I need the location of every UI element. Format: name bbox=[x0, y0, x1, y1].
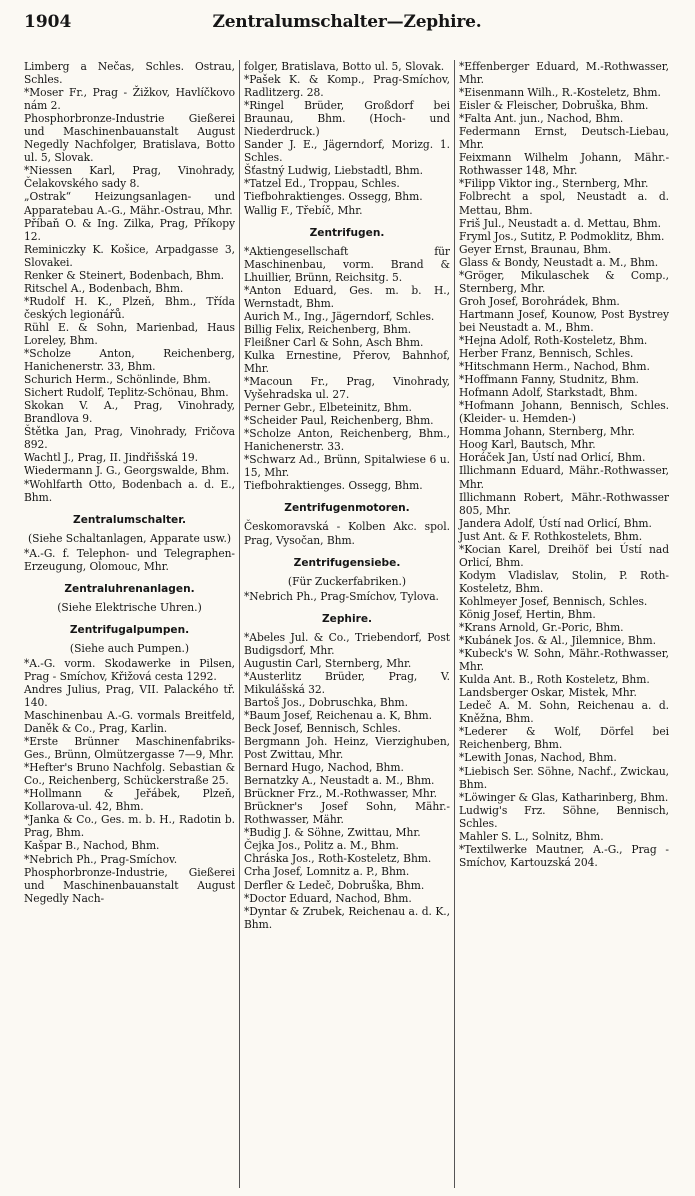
directory-entry: Bernard Hugo, Nachod, Bhm. bbox=[244, 761, 404, 775]
directory-entry: *Löwinger & Glas, Katharinberg, Bhm. bbox=[459, 790, 669, 804]
directory-entry: *Liebisch Ser. Söhne, Nachf., Zwickau, Bhm. bbox=[459, 764, 669, 791]
directory-entry: Folbrecht a spol, Neustadt a. d. Mettau, Bhm. bbox=[459, 190, 669, 217]
directory-entry: Maschinenbau A.-G. vormals Breitfeld, Daněk & Co., Prag, Karlin. bbox=[24, 709, 235, 736]
section-note: (Für Zuckerfabriken.) bbox=[287, 574, 407, 588]
directory-entry: *Moser Fr., Prag - Žižkov, Havlíčkovo nám 2. bbox=[24, 86, 235, 113]
directory-entry: Homma Johann, Sternberg, Mhr. bbox=[459, 425, 635, 439]
directory-entry: Herber Franz, Bennisch, Schles. bbox=[459, 347, 634, 361]
directory-entry: *Anton Eduard, Ges. m. b. H., Wernstadt, Bhm. bbox=[244, 283, 450, 310]
column-middle bbox=[239, 60, 454, 1188]
directory-entry: *Doctor Eduard, Nachod, Bhm. bbox=[244, 891, 412, 905]
directory-entry: Fryml Jos., Sutitz, P. Podmoklitz, Bhm. bbox=[459, 229, 665, 243]
page-number: 1904 bbox=[24, 12, 72, 32]
directory-entry: Ludwig's Frz. Söhne, Bennisch, Schles. bbox=[459, 803, 669, 830]
directory-entry: *Hofmann Johann, Bennisch, Schles. (Kleider- u. Hemden-) bbox=[459, 399, 669, 426]
directory-entry: *Scheider Paul, Reichenberg, Bhm. bbox=[244, 414, 434, 428]
section-note: (Siehe Schaltanlagen, Apparate usw.) bbox=[27, 531, 232, 545]
directory-entry: *Scholze Anton, Reichenberg, Bhm., Hanichenerstr. 33. bbox=[244, 427, 450, 454]
directory-entry: Renker & Steinert, Bodenbach, Bhm. bbox=[24, 268, 225, 282]
directory-entry: Derfler & Ledeč, Dobruška, Bhm. bbox=[244, 878, 425, 892]
directory-entry: *Kubánek Jos. & Al., Jilemnice, Bhm. bbox=[459, 634, 656, 648]
directory-entry: *Kocian Karel, Dreihöf bei Ústí nad Orlicí, Bhm. bbox=[459, 542, 669, 569]
directory-entry: *Eisenmann Wilh., R.-Kosteletz, Bhm. bbox=[459, 86, 661, 100]
directory-entry: Phosphorbronze-Industrie Gießerei und Maschinenbauanstalt August Negedly Nachfolger, Bratislava, Botto ul. 5, Slovak. bbox=[24, 112, 235, 165]
directory-entry: Skokan V. A., Prag, Vinohrady, Brandlova 9. bbox=[24, 399, 235, 426]
directory-entry: Horáček Jan, Ústí nad Orlicí, Bhm. bbox=[459, 451, 646, 465]
page-title: Zentralumschalter—Zephire. bbox=[212, 12, 482, 32]
directory-entry: Groh Josef, Borohrádek, Bhm. bbox=[459, 294, 620, 308]
directory-entry: Crha Josef, Lomnitz a. P., Bhm. bbox=[244, 865, 410, 879]
directory-entry: *Lederer & Wolf, Dörfel bei Reichenberg, Bhm. bbox=[459, 725, 669, 752]
directory-entry: Brückner Frz., M.-Rothwasser, Mhr. bbox=[244, 787, 437, 801]
directory-entry: *Erste Brünner Maschinenfabriks-Ges., Brünn, Olmützergasse 7—9, Mhr. bbox=[24, 735, 235, 762]
directory-entry: Brückner's Josef Sohn, Mähr.-Rothwasser, Mähr. bbox=[244, 800, 450, 827]
directory-entry: *Kubeck's W. Sohn, Mähr.-Rothwasser, Mhr. bbox=[459, 647, 669, 674]
directory-entry: Fleißner Carl & Sohn, Asch Bhm. bbox=[244, 335, 424, 349]
directory-entry: Schurich Herm., Schönlinde, Bhm. bbox=[24, 373, 211, 387]
directory-entry: Kulka Ernestine, Přerov, Bahnhof, Mhr. bbox=[244, 348, 450, 375]
directory-entry: *Nebrich Ph., Prag-Smíchov. bbox=[24, 852, 178, 866]
directory-entry: Sichert Rudolf, Teplitz-Schönau, Bhm. bbox=[24, 386, 229, 400]
directory-entry: Augustin Carl, Sternberg, Mhr. bbox=[244, 656, 412, 670]
directory-entry: Landsberger Oskar, Mistek, Mhr. bbox=[459, 686, 637, 700]
directory-entry: *Macoun Fr., Prag, Vinohrady, Vyšehradska ul. 27. bbox=[244, 375, 450, 402]
directory-entry: Aurich M., Ing., Jägerndorf, Schles. bbox=[244, 309, 435, 323]
directory-entry: Hoog Karl, Bautsch, Mhr. bbox=[459, 438, 596, 452]
directory-entry: Ledeč A. M. Sohn, Reichenau a. d. Kněžna, Bhm. bbox=[459, 699, 669, 726]
section-note: (Siehe auch Pumpen.) bbox=[69, 641, 190, 655]
directory-entry: *Scholze Anton, Reichenberg, Hanichenerstr. 33, Bhm. bbox=[24, 347, 235, 374]
directory-entry: *Austerlitz Brüder, Prag, V. Mikulášská 32. bbox=[244, 669, 450, 696]
directory-entry: Reminiczky K. Košice, Arpadgasse 3, Slovakei. bbox=[24, 242, 235, 269]
directory-entry: Bergmann Joh. Heinz, Vierzighuben, Post Zwittau, Mhr. bbox=[244, 735, 450, 762]
directory-entry: Federmann Ernst, Deutsch-Liebau, Mhr. bbox=[459, 125, 669, 152]
directory-entry: *Schwarz Ad., Brünn, Spitalwiese 6 u. 15, Mhr. bbox=[244, 453, 450, 480]
directory-entry: Mahler S. L., Solnitz, Bhm. bbox=[459, 829, 604, 843]
directory-entry: Českomoravská - Kolben Akc. spol. Prag, Vysočan, Bhm. bbox=[244, 520, 450, 547]
directory-entry: Beck Josef, Bennisch, Schles. bbox=[244, 721, 401, 735]
directory-entry: Feixmann Wilhelm Johann, Mähr.-Rothwasser 148, Mhr. bbox=[459, 151, 669, 178]
directory-entry: *Filipp Viktor ing., Sternberg, Mhr. bbox=[459, 177, 649, 191]
directory-entry: *Tatzel Ed., Troppau, Schles. bbox=[244, 177, 400, 191]
directory-entry: Čejka Jos., Politz a. M., Bhm. bbox=[244, 839, 399, 853]
directory-entry: Chráska Jos., Roth-Kosteletz, Bhm. bbox=[244, 852, 432, 866]
column-left bbox=[24, 60, 239, 1188]
directory-entry: *Niessen Karl, Prag, Vinohrady, Čelakovského sady 8. bbox=[24, 164, 235, 191]
directory-entry: König Josef, Hertin, Bhm. bbox=[459, 607, 596, 621]
directory-entry: *Baum Josef, Reichenau a. K, Bhm. bbox=[244, 708, 432, 722]
directory-entry: *Textilwerke Mautner, A.-G., Prag - Smíchov, Kartouzská 204. bbox=[459, 842, 669, 869]
directory-entry: *Pašek K. & Komp., Prag-Smíchov, Radlitzerg. 28. bbox=[244, 73, 450, 100]
directory-entry: Glass & Bondy, Neustadt a. M., Bhm. bbox=[459, 255, 659, 269]
directory-entry: *Budig J. & Söhne, Zwittau, Mhr. bbox=[244, 826, 421, 840]
directory-entry: Jandera Adolf, Ústí nad Orlicí, Bhm. bbox=[459, 516, 652, 530]
directory-entry: Hartmann Josef, Kounow, Post Bystrey bei Neustadt a. M., Bhm. bbox=[459, 307, 669, 334]
directory-entry: Friš Jul., Neustadt a. d. Mettau, Bhm. bbox=[459, 216, 661, 230]
section-heading: Zentralumschalter. bbox=[73, 513, 186, 526]
directory-entry: *Janka & Co., Ges. m. b. H., Radotin b. Prag, Bhm. bbox=[24, 813, 235, 840]
directory-entry: Rühl E. & Sohn, Marienbad, Haus Loreley, Bhm. bbox=[24, 320, 235, 347]
directory-entry: Ritschel A., Bodenbach, Bhm. bbox=[24, 281, 184, 295]
directory-entry: Eisler & Fleischer, Dobruška, Bhm. bbox=[459, 99, 649, 113]
directory-entry: *Nebrich Ph., Prag-Smíchov, Tylova. bbox=[244, 589, 439, 603]
directory-entry: *Rudolf H. K., Plzeň, Bhm., Třída českých legionářů. bbox=[24, 294, 235, 321]
directory-entry: Wiedermann J. G., Georgswalde, Bhm. bbox=[24, 464, 230, 478]
page-header bbox=[24, 12, 670, 42]
directory-entry: Příbaň O. & Ing. Zilka, Prag, Příkopy 12. bbox=[24, 216, 235, 243]
directory-entry: Kodym Vladislav, Stolin, P. Roth-Kosteletz, Bhm. bbox=[459, 568, 669, 595]
directory-entry: *Wohlfarth Otto, Bodenbach a. d. E., Bhm. bbox=[24, 477, 235, 504]
directory-entry: *Hoffmann Fanny, Studnitz, Bhm. bbox=[459, 373, 639, 387]
directory-entry: *Gröger, Mikulaschek & Comp., Sternberg, Mhr. bbox=[459, 268, 669, 295]
directory-entry: „Ostrak“ Heizungsanlagen- und Apparatebau A.-G., Mähr.-Ostrau, Mhr. bbox=[24, 190, 235, 217]
directory-entry: Bernatzky A., Neustadt a. M., Bhm. bbox=[244, 774, 435, 788]
directory-entry: Illichmann Robert, Mähr.-Rothwasser 805, Mhr. bbox=[459, 490, 669, 517]
directory-entry: *Abeles Jul. & Co., Triebendorf, Post Budigsdorf, Mhr. bbox=[244, 630, 450, 657]
directory-entry: Bartoš Jos., Dobruschka, Bhm. bbox=[244, 695, 408, 709]
entry-columns bbox=[24, 60, 670, 1188]
directory-entry: Billig Felix, Reichenberg, Bhm. bbox=[244, 322, 412, 336]
directory-entry: *Falta Ant. jun., Nachod, Bhm. bbox=[459, 112, 624, 126]
directory-entry: folger, Bratislava, Botto ul. 5, Slovak. bbox=[244, 60, 445, 73]
directory-entry: Geyer Ernst, Braunau, Bhm. bbox=[459, 242, 612, 256]
directory-entry: *Aktiengesellschaft für Maschinenbau, vorm. Brand & Lhuillier, Brünn, Reichsitg. 5. bbox=[244, 244, 450, 284]
directory-entry: Wachtl J., Prag, II. Jindřišská 19. bbox=[24, 451, 199, 465]
directory-entry: Illichmann Eduard, Mähr.-Rothwasser, Mhr. bbox=[459, 464, 669, 491]
directory-entry: *Ringel Brüder, Großdorf bei Braunau, Bhm. (Hoch- und Niederdruck.) bbox=[244, 99, 450, 139]
directory-entry: Andres Julius, Prag, VII. Palackého tř. 140. bbox=[24, 682, 235, 709]
directory-entry: Wallig F., Třebíč, Mhr. bbox=[244, 203, 363, 217]
directory-entry: Limberg a Nečas, Schles. Ostrau, Schles. bbox=[24, 60, 235, 87]
section-heading: Zentrifugenmotoren. bbox=[284, 502, 410, 515]
directory-entry: Sander J. E., Jägerndorf, Morizg. 1. Schles. bbox=[244, 138, 450, 165]
section-heading: Zentraluhrenanlagen. bbox=[64, 582, 195, 595]
directory-entry: *Hefter's Bruno Nachfolg. Sebastian & Co., Reichenberg, Schückerstraße 25. bbox=[24, 761, 235, 788]
section-heading: Zentrifugalpumpen. bbox=[69, 623, 190, 636]
directory-entry: *Hitschmann Herm., Nachod, Bhm. bbox=[459, 360, 650, 374]
section-note: (Siehe Elektrische Uhren.) bbox=[57, 600, 202, 614]
directory-entry: *Hollmann & Jeřábek, Plzeň, Kollarova-ul. 42, Bhm. bbox=[24, 787, 235, 814]
section-heading: Zephire. bbox=[321, 612, 373, 625]
directory-entry: Phosphorbronze-Industrie, Gießerei und Maschinenbauanstalt August Negedly Nach- bbox=[24, 865, 235, 905]
directory-entry: *Lewith Jonas, Nachod, Bhm. bbox=[459, 751, 617, 765]
directory-entry: Štětka Jan, Prag, Vinohrady, Fričova 892. bbox=[24, 425, 235, 452]
column-right bbox=[454, 60, 669, 1188]
section-heading: Zentrifugensiebe. bbox=[293, 556, 401, 569]
directory-entry: Tiefbohraktienges. Ossegg, Bhm. bbox=[244, 479, 423, 493]
directory-entry: *Dyntar & Zrubek, Reichenau a. d. K., Bhm. bbox=[244, 904, 450, 931]
directory-entry: Kohlmeyer Josef, Bennisch, Schles. bbox=[459, 594, 648, 608]
directory-entry: *A.-G. f. Telephon- und Telegraphen-Erzeugung, Olomouc, Mhr. bbox=[24, 546, 235, 573]
directory-entry: Šťastný Ludwig, Liebstadtl, Bhm. bbox=[244, 164, 423, 178]
directory-entry: Hofmann Adolf, Starkstadt, Bhm. bbox=[459, 386, 638, 400]
directory-entry: Perner Gebr., Elbeteinitz, Bhm. bbox=[244, 401, 412, 415]
directory-entry: Kulda Ant. B., Roth Kosteletz, Bhm. bbox=[459, 673, 650, 687]
directory-entry: *A.-G. vorm. Skodawerke in Pilsen, Prag - Smíchov, Křižová cesta 1292. bbox=[24, 656, 235, 683]
directory-entry: *Hejna Adolf, Roth-Kosteletz, Bhm. bbox=[459, 333, 648, 347]
directory-entry: Tiefbohraktienges. Ossegg, Bhm. bbox=[244, 190, 423, 204]
directory-entry: Just Ant. & F. Rothkostelets, Bhm. bbox=[459, 529, 643, 543]
directory-entry: *Krans Arnold, Gr.-Poric, Bhm. bbox=[459, 621, 624, 635]
directory-entry: Kašpar B., Nachod, Bhm. bbox=[24, 839, 160, 853]
section-heading: Zentrifugen. bbox=[309, 226, 385, 239]
directory-entry: *Effenberger Eduard, M.-Rothwasser, Mhr. bbox=[459, 60, 669, 87]
